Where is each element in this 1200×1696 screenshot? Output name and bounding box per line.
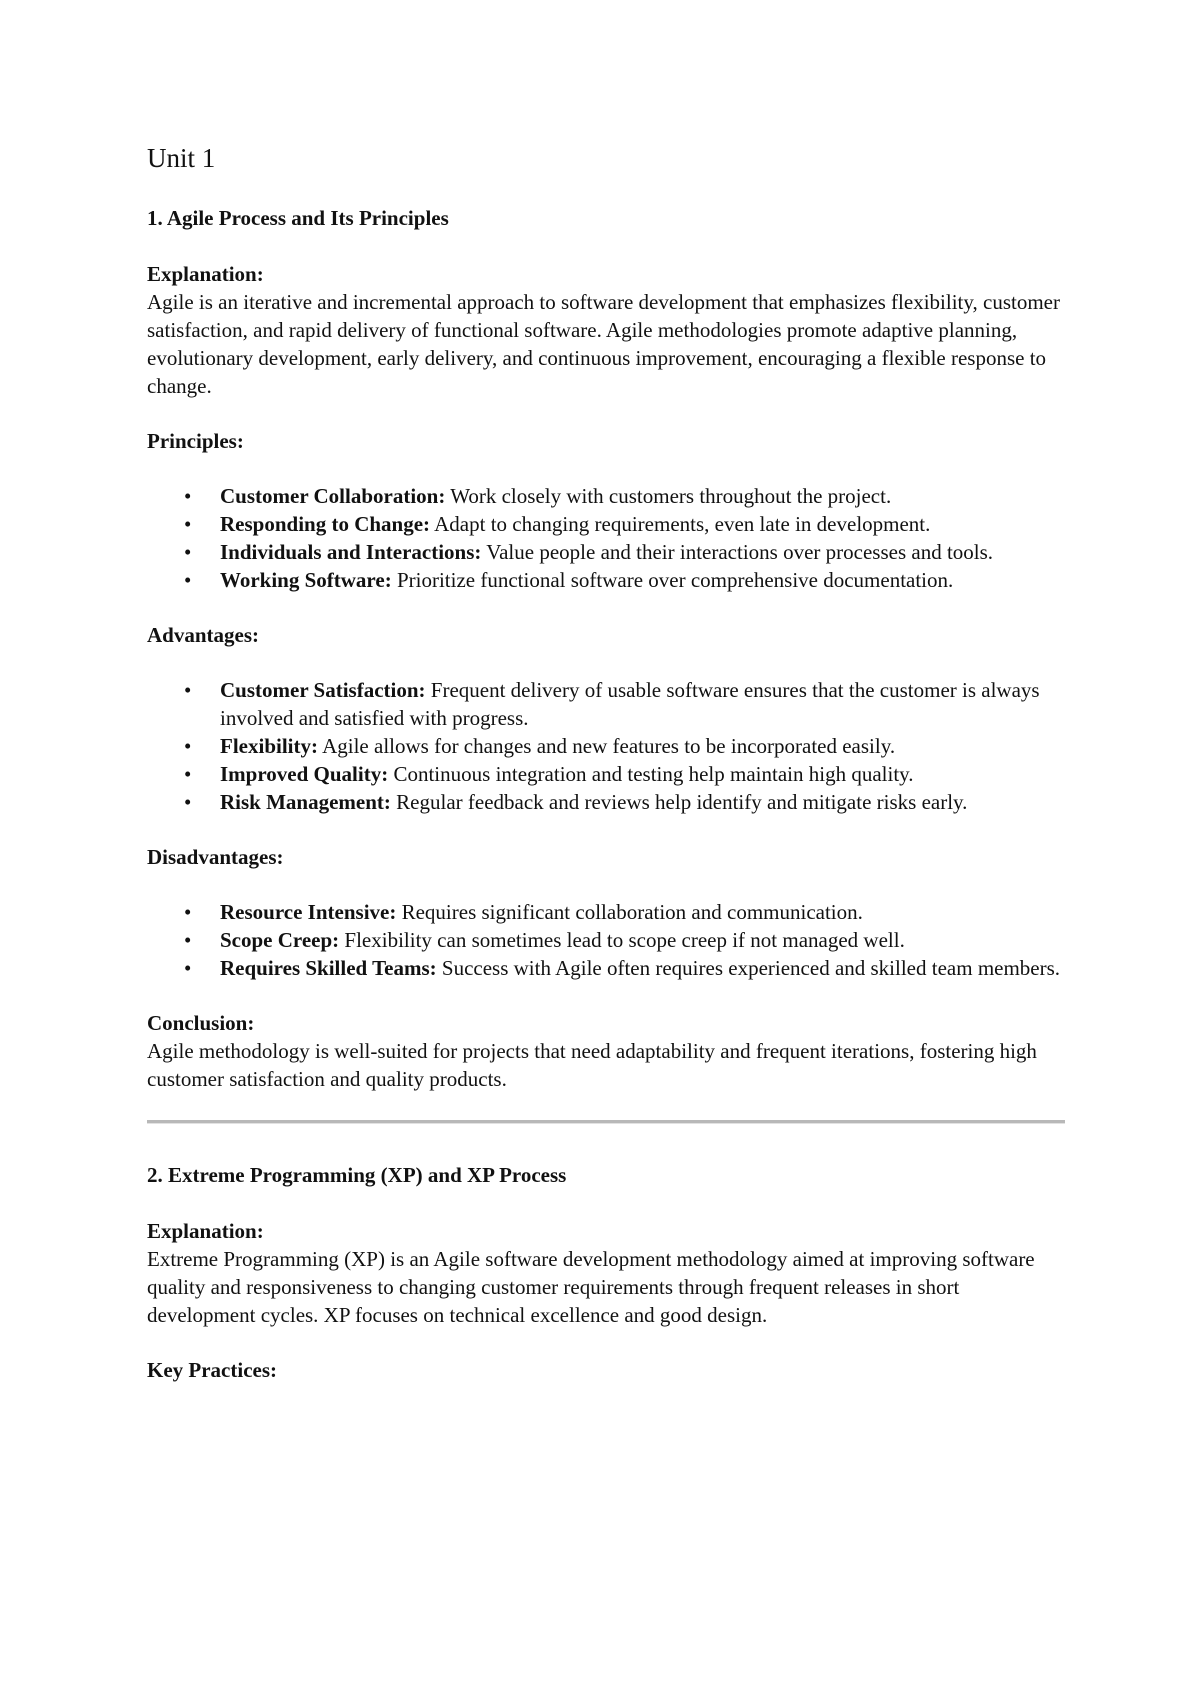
bullet-icon: • (184, 762, 192, 786)
bullet-icon: • (184, 928, 192, 952)
advantages-list (147, 676, 1072, 816)
section-1-explanation-text: Agile is an iterative and incremental approach to software development that emphasizes flexibility, customer satisfaction, and rapid delivery of functional software. Agile methodologies promote adaptive planning, evolutionary development, early delivery, and continuous improvement, encouraging a flexible response to change. (147, 290, 1060, 398)
item-text: Requires significant collaboration and communication. (396, 900, 863, 924)
item-term: Flexibility: (220, 734, 318, 758)
list-item (147, 676, 1072, 732)
list-item (147, 788, 1072, 816)
item-text: Success with Agile often requires experienced and skilled team members. (436, 956, 1061, 980)
bullet-icon: • (184, 512, 192, 536)
bullet-icon: • (184, 540, 192, 564)
disadvantages-list (147, 898, 1072, 982)
unit-title: Unit 1 (147, 143, 216, 173)
bullet-icon: • (184, 568, 192, 592)
principles-label: Principles: (147, 429, 244, 453)
document-page (147, 140, 1072, 1384)
advantages-label: Advantages: (147, 623, 260, 647)
item-term: Scope Creep: (220, 928, 340, 952)
list-item (147, 510, 1072, 538)
item-term: Responding to Change: (220, 512, 431, 536)
section-2-explanation-text: Extreme Programming (XP) is an Agile software development methodology aimed at improving software quality and responsiveness to changing customer requirements through frequent releases in short development cycles. XP focuses on technical excellence and good design. (147, 1247, 1035, 1327)
list-item (147, 926, 1072, 954)
item-text: Regular feedback and reviews help identify and mitigate risks early. (390, 790, 968, 814)
bullet-icon: • (184, 956, 192, 980)
bullet-icon: • (184, 678, 192, 702)
section-2-title: 2. Extreme Programming (XP) and XP Process (147, 1163, 567, 1187)
section-1-title: 1. Agile Process and Its Principles (147, 206, 449, 230)
item-text: Work closely with customers throughout the project. (445, 484, 892, 508)
item-text: Prioritize functional software over comprehensive documentation. (391, 568, 954, 592)
disadvantages-label: Disadvantages: (147, 845, 284, 869)
list-item (147, 566, 1072, 594)
horizontal-divider (147, 1120, 1065, 1124)
conclusion-text: Agile methodology is well-suited for projects that need adaptability and frequent iterations, fostering high customer satisfaction and quality products. (147, 1039, 1037, 1091)
bullet-icon: • (184, 734, 192, 758)
item-term: Resource Intensive: (220, 900, 397, 924)
item-term: Customer Collaboration: (220, 484, 446, 508)
item-text: Value people and their interactions over processes and tools. (481, 540, 994, 564)
bullet-icon: • (184, 790, 192, 814)
item-text: Flexibility can sometimes lead to scope creep if not managed well. (339, 928, 905, 952)
item-text: Frequent delivery of usable software ensures that the customer is always involved and satisfied with progress. (220, 678, 1040, 730)
key-practices-label: Key Practices: (147, 1358, 278, 1382)
item-text: Agile allows for changes and new features to be incorporated easily. (318, 734, 896, 758)
item-term: Working Software: (220, 568, 392, 592)
section-1-explanation-label: Explanation: (147, 262, 264, 286)
item-text: Adapt to changing requirements, even late in development. (430, 512, 931, 536)
list-item (147, 898, 1072, 926)
item-text: Continuous integration and testing help maintain high quality. (388, 762, 914, 786)
list-item (147, 954, 1072, 982)
list-item (147, 760, 1072, 788)
conclusion-label: Conclusion: (147, 1011, 255, 1035)
list-item (147, 482, 1072, 510)
bullet-icon: • (184, 484, 192, 508)
item-term: Individuals and Interactions: (220, 540, 482, 564)
list-item (147, 538, 1072, 566)
list-item (147, 732, 1072, 760)
item-term: Customer Satisfaction: (220, 678, 426, 702)
principles-list (147, 482, 1072, 594)
bullet-icon: • (184, 900, 192, 924)
item-term: Requires Skilled Teams: (220, 956, 437, 980)
item-term: Improved Quality: (220, 762, 389, 786)
section-2-explanation-label: Explanation: (147, 1219, 264, 1243)
item-term: Risk Management: (220, 790, 391, 814)
